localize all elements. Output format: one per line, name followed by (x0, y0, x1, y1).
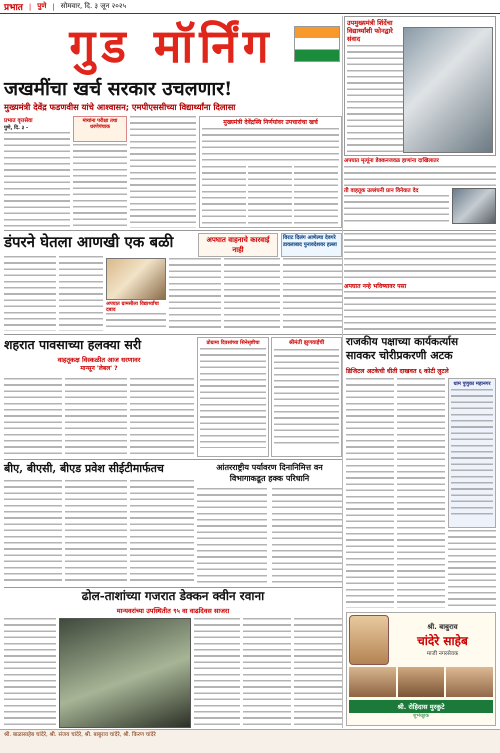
deccan-col-1-body (4, 618, 56, 728)
corner-heading: उपमुख्यमंत्री शिंदेंचा विद्यार्थ्यांशी फोनद्वारे संवाद (347, 19, 393, 43)
mid-story-col-c (294, 166, 338, 228)
row2-col-2 (59, 256, 103, 331)
mid-story-col-b (248, 166, 292, 228)
row2-inset (106, 258, 166, 330)
brand-logo: प्रभात (4, 3, 23, 13)
lead-col-2 (73, 116, 127, 228)
arrest-headline (346, 335, 496, 363)
row2-col-5 (224, 258, 280, 330)
divider: | (28, 2, 32, 11)
ad-photo-1 (349, 667, 396, 697)
cet-headline: बीए, बीएसी, बीएड प्रवेश सीईटीमार्फतच (4, 462, 164, 475)
accident-box-2 (281, 233, 342, 257)
rain-col-3-body (130, 378, 194, 456)
ad-photo-2 (398, 667, 445, 697)
rain-subhead: वाहतूकक्ष विस्कळीत आज धरणावर (57, 356, 141, 364)
arrest-col-1-body (346, 378, 394, 608)
right-story-2-heading: अपघात नन्हे भविष्यावर पसा (344, 283, 407, 290)
lead-subhead: मुख्यमंत्री देवेंद्र फडणवीस यांचे आश्वासन; एमपीएससीच्या विद्यार्थ्यांना दिलासा (4, 102, 236, 112)
row2-col-6 (283, 258, 342, 330)
deccan-col-2 (194, 618, 240, 728)
row2-col-4 (169, 258, 221, 330)
cet-col-3 (130, 480, 194, 584)
arrest-subhead: डिजिटल अटकेची धीती दाखवत ६ कोटी लुटले (346, 368, 449, 375)
right-story-2-body (344, 233, 496, 281)
cet-col-2 (65, 480, 127, 584)
right-top-story (344, 158, 496, 228)
right-top-heading-2: ती वाहतूक उल्लंघनी प्रान विनेवात देद (344, 188, 419, 194)
ad-caption: माजी नगरसेवक (426, 651, 459, 657)
env-col-2-body (272, 488, 342, 584)
ad-footer-name: श्री. रोहिदास मुरकुटे (349, 700, 493, 713)
accident-box-1 (198, 233, 278, 257)
right-story-2-body-b (344, 291, 496, 331)
lead-col-2-body (73, 144, 127, 228)
rain-col-1 (4, 378, 62, 456)
ad-title-big: चांदेरे साहेब (417, 634, 468, 648)
title-block (4, 16, 340, 76)
cinema-heading: प्रोग्रामा दिवसांच्या सिनेसृष्टीचा (206, 340, 260, 346)
row2-col-1-body (4, 256, 56, 331)
right-top-heading-1: अपघात मृत्यूंना डेक्कनजवळ हाणांना दाखिलातर (344, 158, 439, 164)
flag-image (294, 26, 340, 62)
ad-footer-label: शुभेच्छुक (412, 713, 430, 719)
corner-body (347, 45, 405, 155)
rain-col-3 (130, 378, 194, 456)
lead-col-3-body (130, 116, 196, 228)
right-top-body-2 (344, 195, 449, 225)
rain-headline: शहरात पावसाच्या हलक्या सरी (4, 337, 142, 352)
deccan-subhead: मान्यवरांच्या उपस्थितीत ९५ वा वाढदिवस साजरा (116, 607, 230, 615)
lead-side-box (73, 116, 127, 142)
corner-story (344, 16, 496, 156)
mid-story-heading: मुख्यमंत्री देवेंद्रस्वि निर्णयांवर उपचारांचा खर्च (223, 119, 318, 126)
arrest-side-box (448, 378, 496, 528)
shrimant-story (271, 337, 342, 457)
lead-headline: जखमींचा खर्च सरकार उचलणार! (4, 78, 233, 100)
environment-headline: आंतरराष्ट्रीय पर्यावरण दिनानिमित्त वन विभागाकडूत हक्क परिधानि (216, 462, 323, 483)
deccan-headline: ढोल-ताशांच्या गजरात डेक्कन क्वीन रवाना (81, 589, 265, 603)
lead-col-3 (130, 116, 196, 228)
arrest-side-body (451, 389, 493, 519)
bottom-strip (0, 729, 500, 753)
cet-col-1 (4, 480, 62, 584)
deccan-col-1 (4, 618, 56, 728)
arrest-headline-2: सावकर चोरीप्रकरणी अटक (346, 349, 453, 362)
cinema-story (197, 337, 269, 457)
right-top-photo (452, 188, 496, 224)
bottom-strip-text: श्री. बाळासाहेब चांदेरे, श्री. संजय चांदेरे, श्री. बाबुराव चांदेरे, श्री. किरण चांदेरे (4, 732, 156, 738)
right-top-body-1 (344, 166, 496, 186)
deccan-col-4 (294, 618, 342, 728)
mid-story-body (202, 128, 339, 164)
accident-box-1-label: अपघात वाहनाचे कारवाई नाही (206, 236, 270, 254)
row2-inset-label: अपघात ग्रामसीला विद्यार्थ्यांचा दबाव (106, 301, 159, 313)
row2-col-2-body (59, 256, 103, 331)
arrest-side-heading: धाम पुणुका महानगर (453, 381, 491, 387)
rain-subhead-2: मान्सून 'लेबल' ? (80, 365, 118, 372)
row2-col-6-body (283, 258, 342, 330)
page-title: गुड मॉर्निंग (69, 19, 275, 73)
masthead-bar (0, 0, 500, 14)
ad-portrait (349, 615, 389, 665)
cet-col-2-body (65, 480, 127, 584)
birthday-ad (346, 612, 496, 726)
accident-box-2-label: विराट दिलंग आणेल्या देवगरे डावलाबाद पुनावदेशवर हल्ला (283, 235, 337, 248)
lead-dateline: पुणे, दि. ३ - (4, 125, 29, 131)
rain-subheads (4, 355, 194, 372)
corner-photo (403, 27, 493, 153)
cinema-body (200, 348, 266, 448)
rain-col-1-body (4, 378, 62, 456)
deccan-photo (59, 618, 191, 728)
mid-story-col-a (202, 166, 246, 228)
arrest-col-3-body (448, 530, 496, 608)
arrest-headline-1: राजकीय पक्षाच्या कार्यकर्त्यास (346, 336, 459, 348)
city-name: पुणे (37, 2, 47, 10)
row2-col-1 (4, 256, 56, 331)
ad-photo-3 (446, 667, 493, 697)
mid-story (199, 116, 342, 228)
arrest-col-2-body (397, 378, 445, 608)
divider (4, 459, 342, 460)
divider (4, 587, 342, 588)
lead-col-1 (4, 116, 70, 228)
divider (4, 230, 496, 231)
deccan-col-2-body (194, 618, 240, 728)
arrest-col-1 (346, 378, 394, 608)
ad-title-small: श्री. बाबुराव (427, 623, 458, 631)
env-col-1 (197, 488, 267, 584)
deccan-col-3-body (243, 618, 291, 728)
cet-col-3-body (130, 480, 194, 584)
env-col-1-body (197, 488, 267, 584)
lead-byline: प्रभात वृत्तसेवा (4, 118, 33, 124)
rain-col-2 (65, 378, 127, 456)
row2-col-4-body (169, 258, 221, 330)
lead-side-label: मंत्र्यांना परीक्षा तथा धरणेपंचाक (82, 118, 118, 130)
deccan-col-3 (243, 618, 291, 728)
dumper-headline: डंपरने घेतला आणखी एक बळी (4, 233, 174, 251)
env-col-2 (272, 488, 342, 584)
lead-col-1-body (4, 132, 70, 228)
deccan-col-4-body (294, 618, 342, 728)
divider: | (52, 2, 55, 11)
row2-col-5-body (224, 258, 280, 330)
arrest-col-3 (448, 530, 496, 608)
shrimant-body (274, 349, 339, 447)
arrest-col-2 (397, 378, 445, 608)
rain-col-2-body (65, 378, 127, 456)
shrimant-heading: श्रीमंती झुणवाईची (288, 340, 325, 346)
column-rule (342, 16, 343, 728)
cet-col-1-body (4, 480, 62, 584)
dateline: सोमवार, दि. ३ जून २०२५ (60, 2, 127, 10)
row2-inset-photo (106, 258, 166, 300)
row2-inset-body (106, 313, 166, 331)
right-story-2 (344, 233, 496, 333)
